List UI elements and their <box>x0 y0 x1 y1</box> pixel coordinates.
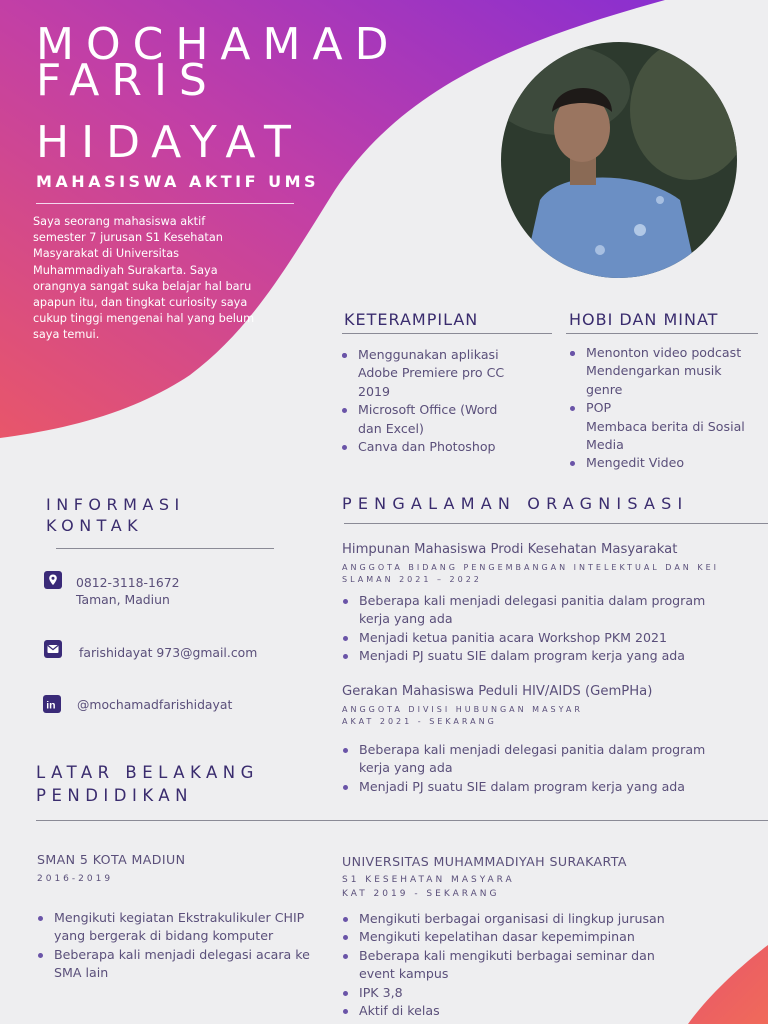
org-bullet: Menjadi ketua panitia acara Workshop PKM 2021 <box>341 629 733 647</box>
org-role-line-1: ANGGOTA BIDANG PENGEMBANGAN INTELEKTUAL DAN KEI <box>342 563 719 572</box>
hobby-item: Menonton video podcast <box>568 344 760 362</box>
org-role-line-2: AKAT 2021 - SEKARANG <box>342 717 497 726</box>
hobby-item: Membaca berita di Sosial Media <box>586 418 745 453</box>
hobbies-divider <box>566 333 758 334</box>
school-bullet: Mengikuti kegiatan Ekstrakulikuler CHIP yang bergerak di bidang komputer <box>36 909 336 946</box>
contact-title-line-2: KONTAK <box>46 516 144 535</box>
name-line-1: MOCHAMAD <box>36 19 401 70</box>
hobby-item: POP <box>568 399 760 417</box>
contact-address: Taman, Madiun <box>76 592 170 607</box>
org-name: Gerakan Mahasiswa Peduli HIV/AIDS (GemPHa) <box>342 684 653 699</box>
tagline: MAHASISWA AKTIF UMS <box>36 172 320 191</box>
school-years: 2016-2019 <box>37 874 114 884</box>
university-bullet: Mengikuti kepelatihan dasar kepemimpinan <box>341 928 681 946</box>
school-name: SMAN 5 KOTA MADIUN <box>37 852 186 867</box>
university-bullet: Mengikuti berbagai organisasi di lingkup jurusan <box>341 910 681 928</box>
org-name: Himpunan Mahasiswa Prodi Kesehatan Masyarakat <box>342 542 678 557</box>
svg-text:in: in <box>46 699 56 712</box>
contact-title-line-1: INFORMASI <box>46 495 185 514</box>
skills-divider <box>342 333 552 334</box>
organization-divider <box>344 523 768 524</box>
org-bullet: Menjadi PJ suatu SIE dalam program kerja yang ada <box>341 778 733 796</box>
education-title-line-2: PENDIDIKAN <box>36 786 194 805</box>
organization-title: PENGALAMAN ORAGNISASI <box>342 494 689 513</box>
name-line-3: HIDAYAT <box>36 117 303 168</box>
skills-list <box>340 346 510 456</box>
email-icon <box>44 640 62 658</box>
school-bullets <box>36 909 336 983</box>
skill-item: Menggunakan aplikasi Adobe Premiere pro CC 2019 <box>340 346 510 401</box>
hobby-item: Mengedit Video <box>568 454 760 472</box>
org-bullets <box>341 592 733 666</box>
skills-title: KETERAMPILAN <box>344 310 479 329</box>
skill-item: Canva dan Photoshop <box>340 438 510 456</box>
org-bullet: Menjadi PJ suatu SIE dalam program kerja yang ada <box>341 647 733 665</box>
org-bullet: Beberapa kali menjadi delegasi panitia dalam program kerja yang ada <box>341 741 733 778</box>
hobbies-title: HOBI DAN MINAT <box>569 310 719 329</box>
contact-email-link[interactable]: farishidayat 973@gmail.com <box>79 645 258 660</box>
org-bullets <box>341 741 733 796</box>
university-major-line-1: S1 KESEHATAN MASYARA <box>342 875 515 885</box>
school-bullet: Beberapa kali menjadi delegasi acara ke SMA lain <box>36 946 336 983</box>
location-pin-icon <box>44 571 62 589</box>
university-major-line-2: KAT 2019 - SEKARANG <box>342 889 500 899</box>
education-title-line-1: LATAR BELAKANG <box>36 763 259 782</box>
hobby-item: Mendengarkan musik genre <box>586 363 722 397</box>
education-divider <box>36 820 768 821</box>
linkedin-icon <box>43 695 61 713</box>
profile-photo <box>490 40 750 290</box>
hobbies-list <box>568 344 760 473</box>
contact-divider <box>56 548 274 549</box>
university-bullet: Beberapa kali mengikuti berbagai seminar dan event kampus <box>341 947 681 984</box>
contact-linkedin-link[interactable]: @mochamadfarishidayat <box>77 697 233 712</box>
org-role-line-1: ANGGOTA DIVISI HUBUNGAN MASYAR <box>342 705 583 714</box>
org-role-line-2: SLAMAN 2021 – 2022 <box>342 575 482 584</box>
name-line-2: FARIS <box>36 55 219 106</box>
corner-gradient-shape <box>688 945 768 1024</box>
tagline-divider <box>36 203 294 204</box>
contact-phone: 0812-3118-1672 <box>76 575 180 590</box>
skill-item: Microsoft Office (Word dan Excel) <box>340 401 510 438</box>
university-bullet: IPK 3,8 <box>341 984 681 1002</box>
university-bullets <box>341 910 681 1020</box>
intro-text: Saya seorang mahasiswa aktif semester 7 jurusan S1 Kesehatan Masyarakat di Universitas Muhammadiyah Surakarta. Saya orangnya sangat suka belajar hal baru apapun itu, dan tingkat curiosity saya cukup tinggi mengenai hal yang belum saya temui. <box>33 215 255 342</box>
org-bullet: Beberapa kali menjadi delegasi panitia dalam program kerja yang ada <box>341 592 733 629</box>
university-bullet: Aktif di kelas <box>341 1002 681 1020</box>
university-name: UNIVERSITAS MUHAMMADIYAH SURAKARTA <box>342 854 627 869</box>
